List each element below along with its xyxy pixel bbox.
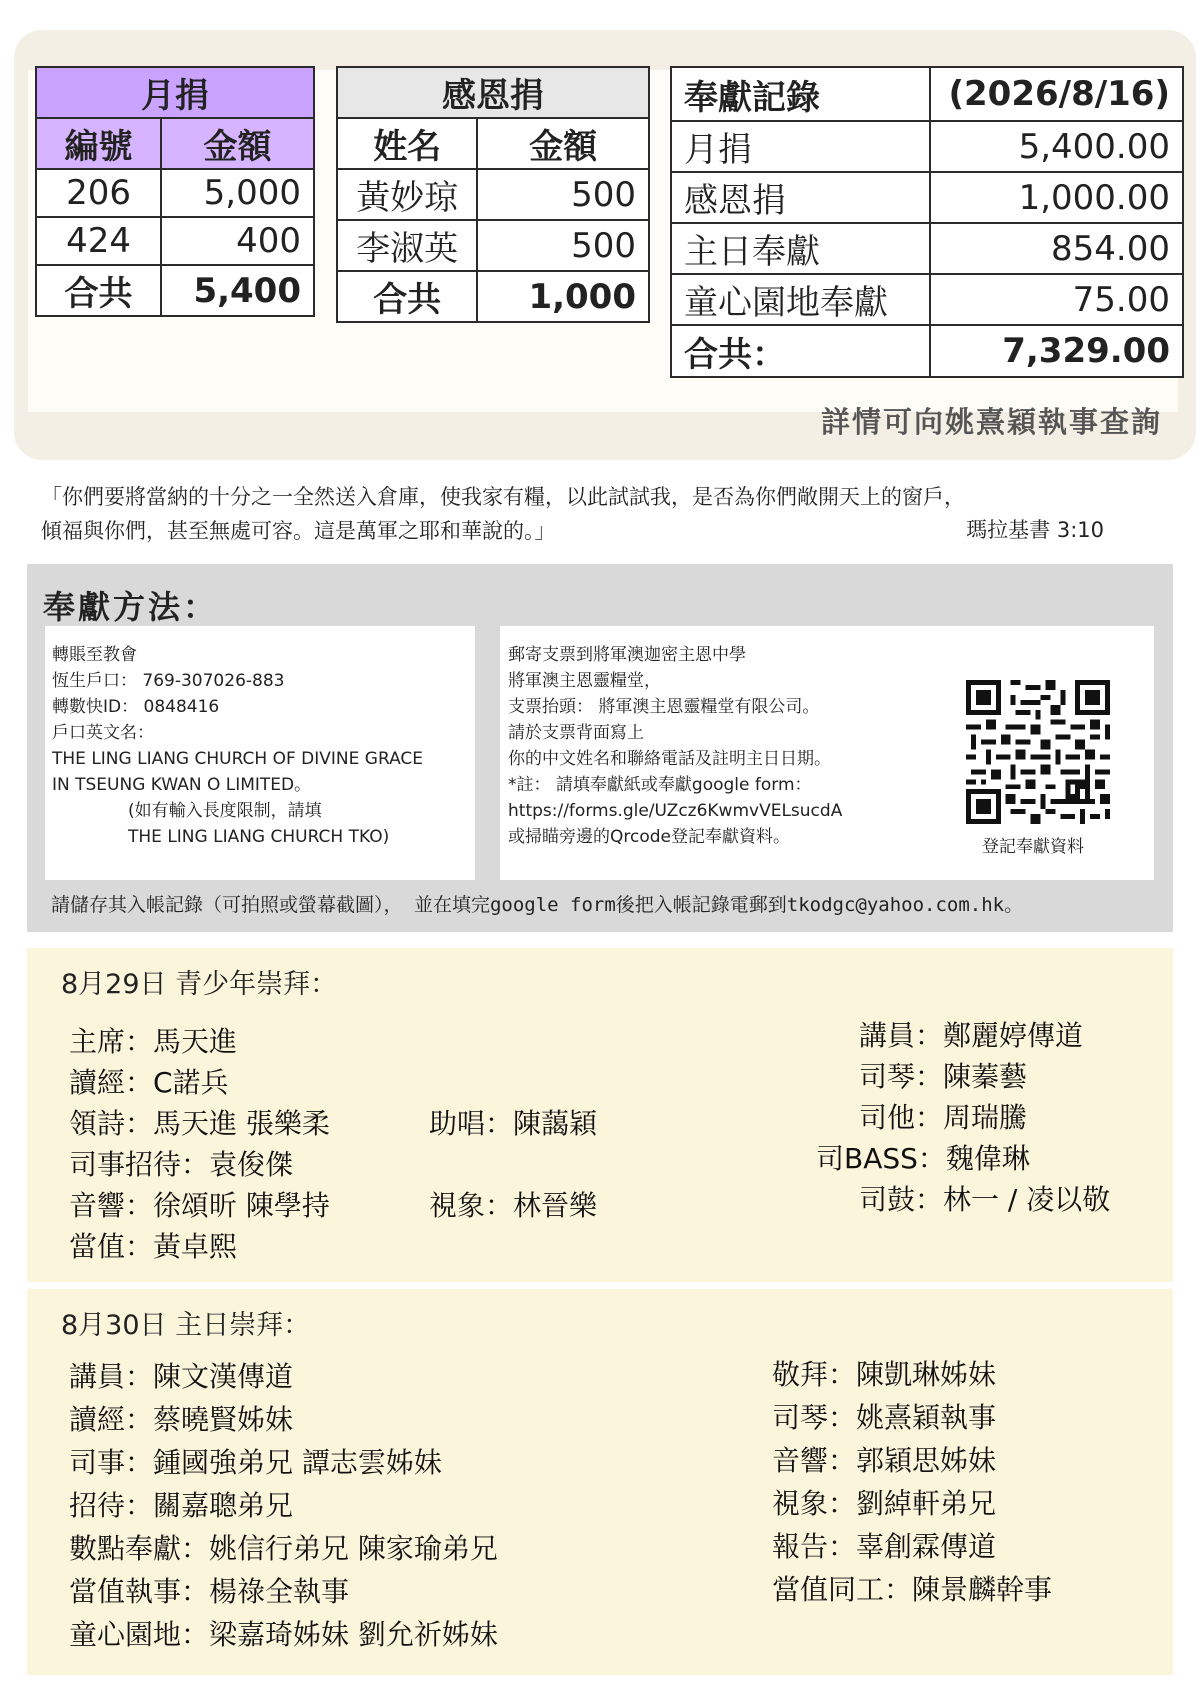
roster-entry: 當值執事：楊祿全執事: [69, 1575, 350, 1608]
monthly-total-label: 合共: [36, 265, 161, 316]
record-label: 主日奉獻: [671, 223, 930, 274]
monthly-amount: 5,000: [161, 169, 314, 217]
sunday-service-title: 8月30日 主日崇拜：: [61, 1310, 311, 1341]
roster-entry: 司琴：姚熹穎執事: [772, 1401, 997, 1434]
cheque-line: 請於支票背面寫上: [508, 723, 644, 743]
thanks-name: 黃妙琼: [337, 169, 477, 220]
record-label: 童心園地奉獻: [671, 274, 930, 325]
cheque-line: 支票抬頭： 將軍澳主恩靈糧堂有限公司。: [508, 697, 820, 717]
roster-entry: 司鼓：林一 / 凌以敬: [859, 1183, 1111, 1216]
thanks-amount: 500: [477, 220, 649, 271]
cheque-line: *註： 請填奉獻紙或奉獻google form：: [508, 775, 812, 795]
roster-entry: 音響：郭穎思姊妹: [772, 1444, 997, 1477]
monthly-offering-table: [35, 66, 315, 317]
roster-entry: 音響：徐頌昕 陳學持: [69, 1189, 330, 1222]
record-date: (2026/8/16): [930, 67, 1183, 121]
roster-entry: 童心園地：梁嘉琦姊妹 劉允祈姊妹: [69, 1618, 498, 1651]
table-row: [36, 217, 314, 265]
record-total: 7,329.00: [930, 325, 1183, 377]
record-amount: 5,400.00: [930, 121, 1183, 172]
thanks-col-amount: 金額: [477, 118, 649, 169]
roster-entry: 報告：辜創霖傳道: [772, 1530, 997, 1563]
youth-service-panel: [27, 948, 1173, 1282]
record-amount: 854.00: [930, 223, 1183, 274]
roster-entry: 助唱：陳藹穎: [429, 1107, 598, 1140]
bank-line: IN TSEUNG KWAN O LIMITED。: [52, 775, 312, 795]
qr-code-icon[interactable]: [966, 680, 1110, 824]
roster-entry: 數點奉獻：姚信行弟兄 陳家瑜弟兄: [69, 1532, 498, 1565]
table-row: [337, 169, 649, 220]
roster-entry: 主席：馬天進: [69, 1025, 238, 1058]
thanks-total: 1,000: [477, 271, 649, 322]
verse-reference: 瑪拉基書 3:10: [966, 518, 1104, 542]
method-footer-note: 請儲存其入帳記錄（可拍照或螢幕截圖）， 並在填完google form後把入帳記錄電郵到tkodgc@yahoo.com.hk。: [51, 894, 1024, 916]
monthly-total: 5,400: [161, 265, 314, 316]
table-row: [671, 172, 1183, 223]
thanks-name: 李淑英: [337, 220, 477, 271]
offering-panel: [14, 30, 1196, 460]
bank-line: 轉數快ID： 0848416: [52, 697, 220, 717]
offering-method-panel: [27, 564, 1173, 932]
record-label: 感恩捐: [671, 172, 930, 223]
roster-entry: 司事招待：袁俊傑: [69, 1148, 294, 1181]
roster-entry: 當值：黃卓熙: [69, 1230, 238, 1263]
thanks-title: 感恩捐: [337, 67, 649, 118]
roster-entry: 司事：鍾國強弟兄 譚志雲姊妹: [69, 1446, 442, 1479]
roster-entry: 招待：關嘉聰弟兄: [69, 1489, 294, 1522]
roster-entry: 領詩：馬天進 張樂柔: [69, 1107, 330, 1140]
roster-entry: 講員：鄭麗婷傳道: [859, 1019, 1084, 1052]
method-title: 奉獻方法：: [43, 588, 219, 626]
thanks-total-label: 合共: [337, 271, 477, 322]
roster-entry: 視象：劉綽軒弟兄: [772, 1487, 997, 1520]
bank-note-line: (如有輸入長度限制，請填: [128, 801, 322, 821]
roster-entry: 當值同工：陳景麟幹事: [772, 1573, 1053, 1606]
record-label: 月捐: [671, 121, 930, 172]
roster-entry: 司BASS：魏偉琳: [816, 1142, 1030, 1175]
table-row: [36, 169, 314, 217]
table-row: [671, 121, 1183, 172]
table-row: [671, 223, 1183, 274]
record-amount: 75.00: [930, 274, 1183, 325]
monthly-amount: 400: [161, 217, 314, 265]
bank-line: 轉賬至教會: [52, 645, 137, 665]
bank-note-line: THE LING LIANG CHURCH TKO): [128, 827, 390, 847]
cheque-line: 你的中文姓名和聯絡電話及註明主日日期。: [508, 749, 831, 769]
google-form-link[interactable]: https://forms.gle/UZcz6KwmvVELsucdA: [508, 801, 843, 821]
roster-entry: 讀經：蔡曉賢姊妹: [69, 1403, 294, 1436]
bank-transfer-box: [45, 626, 475, 880]
sunday-service-panel: [27, 1289, 1173, 1675]
monthly-col-amount: 金額: [161, 118, 314, 169]
record-title: 奉獻記錄: [671, 67, 930, 121]
roster-entry: 讀經：C諾兵: [69, 1066, 229, 1099]
qr-code-label: 登記奉獻資料: [982, 837, 1084, 857]
cheque-line: 郵寄支票到將軍澳迦密主恩中學: [508, 645, 746, 665]
verse-line: 傾福與你們，甚至無處可容。這是萬軍之耶和華說的。」: [41, 519, 556, 543]
verse-line: 「你們要將當納的十分之一全然送入倉庫，使我家有糧，以此試試我，是否為你們敞開天上的窗戶，: [41, 485, 965, 509]
youth-service-title: 8月29日 青少年崇拜：: [61, 969, 338, 1000]
contact-note: 詳情可向姚熹穎執事查詢: [820, 405, 1162, 439]
thanks-offering-table: [336, 66, 650, 323]
table-row: [337, 220, 649, 271]
roster-entry: 視象：林晉樂: [429, 1189, 598, 1222]
table-row: [671, 274, 1183, 325]
bank-line: 戶口英文名：: [52, 723, 154, 743]
cheque-line: 將軍澳主恩靈糧堂，: [508, 671, 661, 691]
record-amount: 1,000.00: [930, 172, 1183, 223]
bank-line: THE LING LIANG CHURCH OF DIVINE GRACE: [52, 749, 424, 769]
cheque-line: 或掃瞄旁邊的Qrcode登記奉獻資料。: [508, 827, 790, 847]
monthly-title: 月捐: [36, 67, 314, 118]
roster-entry: 講員：陳文漢傳道: [69, 1360, 294, 1393]
offering-record-table: [670, 66, 1184, 378]
thanks-col-name: 姓名: [337, 118, 477, 169]
cheque-box: [500, 626, 1154, 880]
monthly-no: 206: [36, 169, 161, 217]
bank-line: 恆生戶口： 769-307026-883: [52, 671, 285, 691]
roster-entry: 司他：周瑞騰: [859, 1101, 1028, 1134]
roster-entry: 敬拜：陳凱琳姊妹: [772, 1358, 997, 1391]
monthly-col-no: 編號: [36, 118, 161, 169]
monthly-no: 424: [36, 217, 161, 265]
roster-entry: 司琴：陳蓁藝: [859, 1060, 1028, 1093]
record-total-label: 合共：: [671, 325, 930, 377]
thanks-amount: 500: [477, 169, 649, 220]
